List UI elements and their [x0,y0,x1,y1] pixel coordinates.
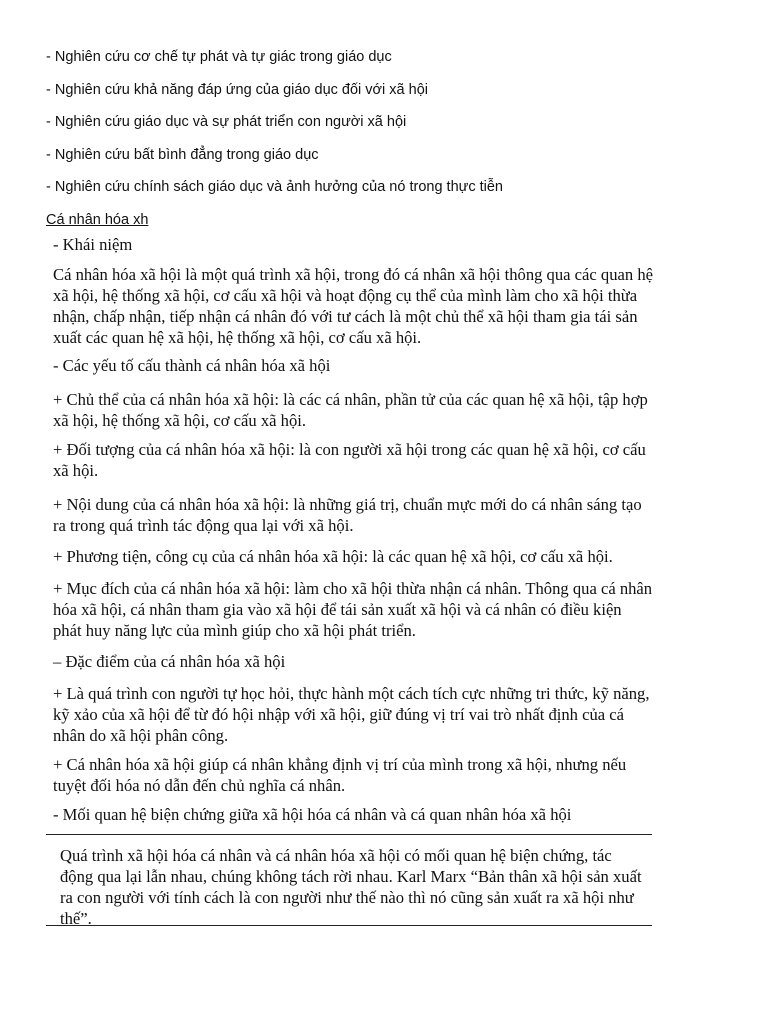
factor-paragraph [53,439,653,481]
factor-paragraph [53,389,653,431]
factor-text: + Mục đích của cá nhân hóa xã hội: làm cho xã hội thừa nhận cá nhân. Thông qua cá nhân hóa xã hội, cá nhân tham gia vào xã hội để tái sản xuất xã hội và cá nhân có điều kiện phát huy năng lực của mình giúp cho xã hội phát triển. [53,579,653,640]
feature-paragraph [53,754,653,796]
factors-heading: - Các yếu tố cấu thành cá nhân hóa xã hội [53,356,331,375]
feature-paragraph [53,683,653,746]
concept-text: Cá nhân hóa xã hội là một quá trình xã hội, trong đó cá nhân xã hội thông qua các quan hệ xã hội, hệ thống xã hội, cơ cấu xã hội và hoạt động cụ thể của mình làm cho xã hội thừa nhận, chấp nhận, tiếp nhận cá nhân đó với tư cách là một chủ thể xã hội tham gia tái sản xuất các quan hệ xã hội, hệ thống xã hội, cơ cấu xã hội. [53,265,653,347]
factor-paragraph [53,578,653,641]
concept-paragraph [53,264,653,348]
top-rule [46,834,652,835]
bottom-rule [46,925,652,926]
factor-text: + Chủ thể của cá nhân hóa xã hội: là các cá nhân, phần tử của các quan hệ xã hội, tập hợp xã hội, hệ thống xã hội, cơ cấu xã hội. [53,390,648,430]
boxed-paragraph [60,845,644,929]
features-heading: – Đặc điểm của cá nhân hóa xã hội [53,652,286,671]
boxed-text: Quá trình xã hội hóa cá nhân và cá nhân hóa xã hội có mối quan hệ biện chứng, tác động qua lại lẫn nhau, chúng không tách rời nhau. Karl Marx “Bản thân xã hội sản xuất ra con người với tính cách là con người như thế nào thì nó cũng sản xuất ra xã hội như thế”. [60,846,642,928]
research-item: - Nghiên cứu bất bình đẳng trong giáo dục [46,147,319,163]
research-item: - Nghiên cứu khả năng đáp ứng của giáo dục đối với xã hội [46,82,428,98]
relation-heading: - Mối quan hệ biện chứng giữa xã hội hóa cá nhân và cá quan nhân hóa xã hội [53,805,572,824]
factor-text: + Đối tượng của cá nhân hóa xã hội: là con người xã hội trong các quan hệ xã hội, cơ cấu xã hội. [53,440,646,480]
feature-text: + Là quá trình con người tự học hỏi, thực hành một cách tích cực những tri thức, kỹ năng, kỹ xảo của xã hội để từ đó hội nhập với xã hội, giữ đúng vị trí vai trò nhất định của cá nhân do xã hội phân công. [53,684,650,745]
section-heading: Cá nhân hóa xh [46,212,149,228]
factor-line: + Phương tiện, công cụ của cá nhân hóa xã hội: là các quan hệ xã hội, cơ cấu xã hội. [53,547,613,566]
concept-label: - Khái niệm [53,235,133,254]
factor-paragraph [53,494,653,536]
feature-text: + Cá nhân hóa xã hội giúp cá nhân khẳng định vị trí của mình trong xã hội, nhưng nếu tuyệt đối hóa nó dẫn đến chủ nghĩa cá nhân. [53,755,627,795]
research-item: - Nghiên cứu chính sách giáo dục và ảnh hưởng của nó trong thực tiễn [46,179,503,195]
research-item: - Nghiên cứu giáo dục và sự phát triển con người xã hội [46,114,407,130]
factor-text: + Nội dung của cá nhân hóa xã hội: là những giá trị, chuẩn mực mới do cá nhân sáng tạo ra trong quá trình tác động qua lại với xã hội. [53,495,642,535]
research-item: - Nghiên cứu cơ chế tự phát và tự giác trong giáo dục [46,49,392,65]
